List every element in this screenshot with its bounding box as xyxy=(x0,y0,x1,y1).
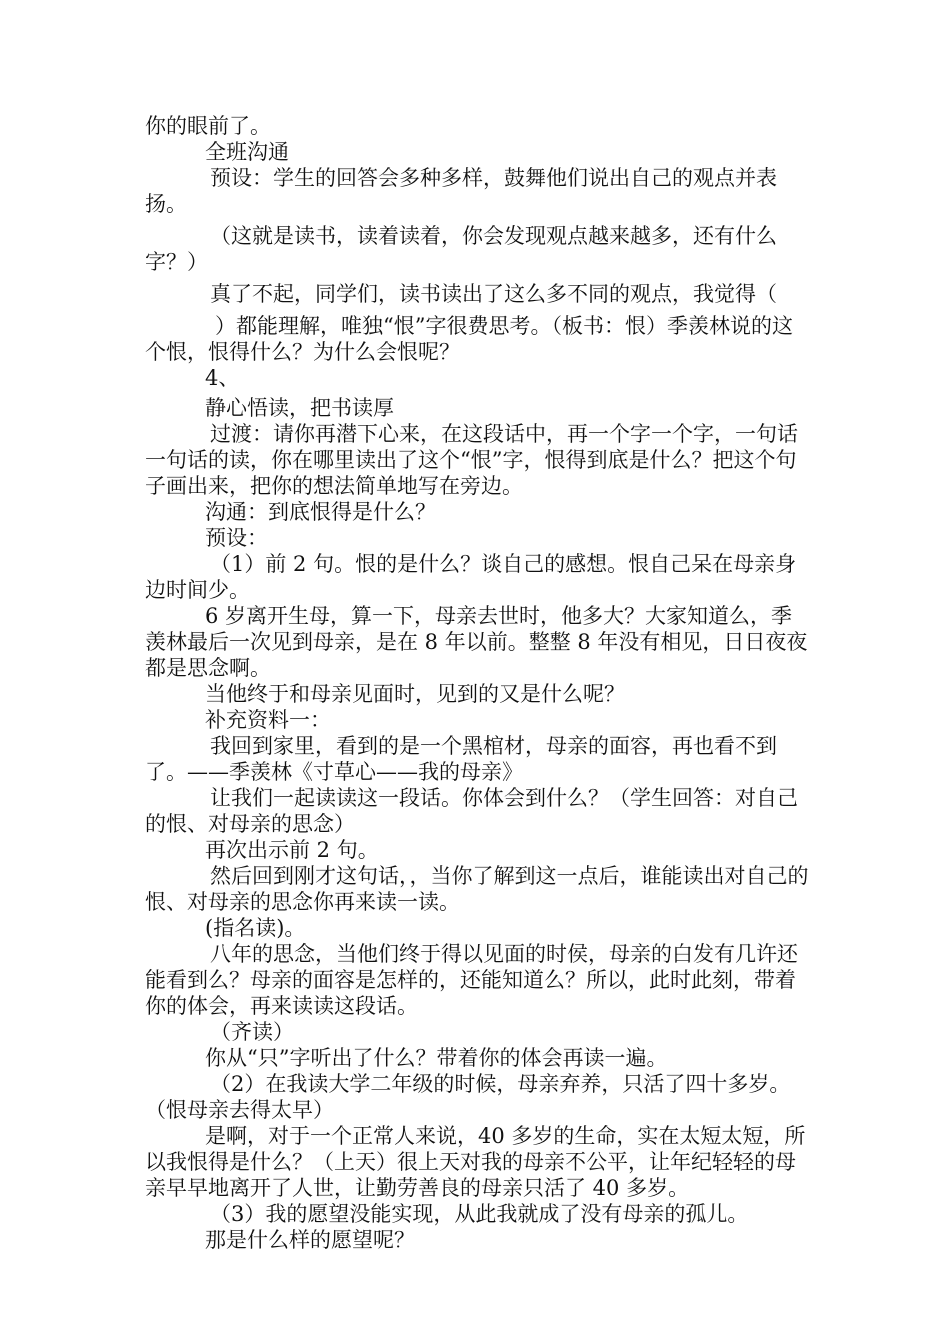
paragraph: 6 岁离开生母，算一下，母亲去世时，他多大？大家知道么，季羡林最后一次见到母亲，是在 8 年以前。整整 8 年没有相见，日日夜夜都是思念啊。 xyxy=(145,604,808,680)
paragraph: 预设： xyxy=(205,526,268,550)
section-heading: 静心悟读，把书读厚 xyxy=(205,396,394,420)
paragraph: 然后回到刚才这句话，，当你了解到这一点后，谁能读出对自己的恨、对母亲的思念你再来读一读。 xyxy=(145,864,809,914)
paragraph: 你的眼前了。 xyxy=(145,114,271,138)
paragraph: （齐读） xyxy=(210,1020,294,1044)
paragraph: ）都能理解，唯独“恨”字很费思考。（板书：恨）季羡林说的这个恨，恨得什么？为什么会恨呢？ xyxy=(145,314,793,364)
paragraph: 全班沟通 xyxy=(205,140,289,164)
paragraph: 过渡：请你再潜下心来，在这段话中，再一个字一个字，一句话一句话的读，你在哪里读出了这个“恨”字，恨得到底是什么？把这个句子画出来，把你的想法简单地写在旁边。 xyxy=(145,422,798,498)
paragraph: 八年的思念，当他们终于得以见面的时侯，母亲的白发有几许还能看到么？母亲的面容是怎样的，还能知道么？所以，此时此刻，带着你的体会，再来读读这段话。 xyxy=(145,942,798,1018)
document-body xyxy=(145,113,810,1253)
paragraph: （1）前 2 句。恨的是什么？谈自己的感想。恨自己呆在母亲身边时间少。 xyxy=(145,552,797,602)
paragraph: 沟通：到底恨得是什么？ xyxy=(205,500,436,524)
paragraph: 让我们一起读读这一段话。你体会到什么？（学生回答：对自己的恨、对母亲的思念） xyxy=(145,786,798,836)
paragraph: 是啊，对于一个正常人来说，40 多岁的生命，实在太短太短，所以我恨得是什么？（上天）很上天对我的母亲不公平，让年纪轻轻的母亲早早地离开了人世，让勤劳善良的母亲只活了 40 多岁。 xyxy=(145,1124,806,1200)
quotation-paragraph: 我回到家里，看到的是一个黑棺材，母亲的面容，再也看不到了。——季羡林《寸草心——我的母亲》 xyxy=(145,734,777,784)
section-number: 4、 xyxy=(205,366,240,390)
paragraph: 你从“只”字听出了什么？带着你的体会再读一遍。 xyxy=(205,1046,668,1070)
paragraph: 预设：学生的回答会多种多样，鼓舞他们说出自己的观点并表扬。 xyxy=(145,166,777,216)
paragraph: 补充资料一： xyxy=(205,708,331,732)
paragraph: （2）在我读大学二年级的时候，母亲弃养，只活了四十多岁。（恨母亲去得太早） xyxy=(145,1072,791,1122)
paragraph: 再次出示前 2 句。 xyxy=(205,838,379,862)
paragraph: （3）我的愿望没能实现，从此我就成了没有母亲的孤儿。 xyxy=(210,1202,749,1226)
paragraph: (指名读)。 xyxy=(205,916,306,940)
paragraph: 那是什么样的愿望呢？ xyxy=(205,1228,415,1252)
paragraph: 当他终于和母亲见面时，见到的又是什么呢？ xyxy=(205,682,625,706)
paragraph: 真了不起，同学们，读书读出了这么多不同的观点，我觉得（ xyxy=(210,282,777,306)
paragraph: （这就是读书，读着读着，你会发现观点越来越多，还有什么字？） xyxy=(145,224,777,274)
